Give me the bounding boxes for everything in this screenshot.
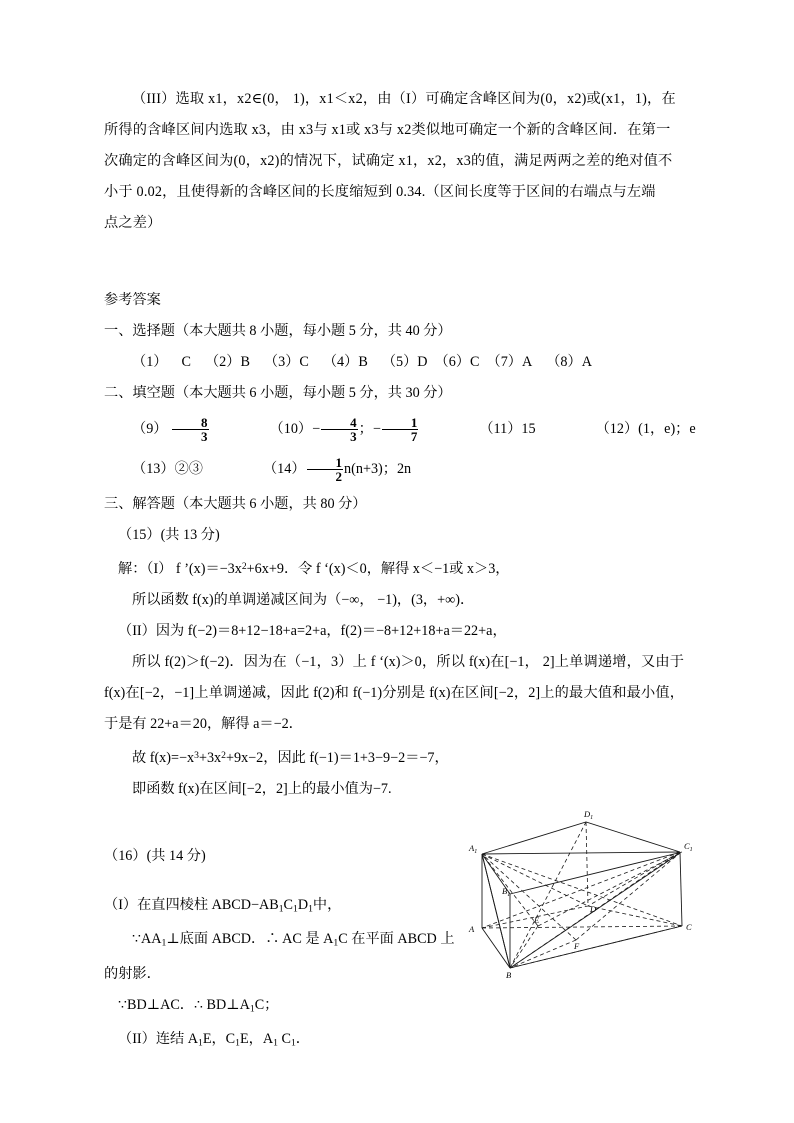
fb-item-14-num: （14） [262,461,306,477]
p16-l5-sub-4: 1 [290,1037,296,1049]
p16-l4-a: ∵BD⊥AC．∴ BD⊥A [118,996,250,1013]
question-iii-line-5: 点之差） [104,215,162,231]
mc-item-7-answer: A [521,354,533,370]
mc-item-4-answer: B [358,354,368,370]
p15-l5-part-a: 故 f(x)=−x [132,750,195,767]
problem-16-text-block [104,841,464,1059]
fb-item-11-answer: 15 [521,421,536,437]
p15-l5-exponent-1: 3 [194,750,199,762]
mc-item-8-answer: A [581,354,592,370]
p16-l5-d: C [277,1031,291,1048]
vertex-label-D: D [590,904,597,914]
question-iii-line-2: 所得的含峰区间内选取 x3，由 x3与 x1或 x3与 x2类似地可确定一个新的含峰区间．在第一 [104,122,671,138]
p16-l5-b: E，C [202,1031,236,1048]
vertex-label-A: A [469,924,475,934]
mc-item-1-num: （1） [132,354,168,370]
p16-l5-a: （II）连结 A [118,1031,198,1048]
vertex-label-B1: $B_1$ [502,886,511,898]
p16-l2-sub-2: 1 [333,937,339,949]
problem-15-line-3: （II）因为 f(−2)＝8+12−18+a=2+a，f(2)＝−8+12+18+a＝22+a， [118,623,507,640]
mc-item-3-num: （3） [263,354,300,370]
fraction-1-7: $\frac{1}{7}$ [382,416,419,444]
main-text-column [104,84,696,805]
problem-16-line-2 [104,924,464,958]
p16-l1-c: D [297,897,309,913]
section-1-title: 一、选择题（本大题共 8 小题，每小题 5 分，共 40 分） [104,323,452,339]
fb-item-10-minus-1: − [312,421,321,437]
vertex-label-C: C [686,922,692,932]
p16-l5-e: ． [295,1031,310,1048]
mc-item-3-answer: C [299,354,309,370]
fraction-8-3: $\frac{8}{3}$ [172,416,209,444]
p15-l1-part-b: +6x+9．令 f ‘(x)＜0，解得 x＜−1或 x＞3， [246,561,510,578]
p16-l2-a: ∵AA [132,931,162,948]
problem-16-line-4 [104,990,464,1024]
problem-16-line-5 [104,1024,464,1058]
fb-item-10-separator: ； [358,421,373,437]
problem-15-line-2: 所以函数 f(x)的单调递减区间为（−∞， −1)，(3，+∞)． [132,592,475,609]
vertex-label-C1: $C_1$ [684,841,693,853]
mc-item-7-num: （7） [486,354,522,370]
fb-item-13-num: （13） [132,461,175,477]
fraction-4-3: $\frac{4}{3}$ [321,416,358,444]
fb-item-11-num: （11） [479,421,522,437]
problem-15-header: （15）(共 13 分) [118,527,220,543]
problem-15-line-5 [104,740,684,774]
section-3-title: 三、解答题（本大题共 6 小题，共 80 分） [104,496,367,512]
p16-l5-sub-1: 1 [198,1037,203,1049]
p16-l1-sub-1: 1 [278,903,284,915]
fb-item-13-answer: ②③ [174,461,203,477]
multiple-choice-answers [104,347,684,378]
p16-l1-sub-2: 1 [293,903,298,915]
mc-item-6-num: （6） [434,354,471,370]
problem-15-line-6: 即函数 f(x)在区间[−2，2]上的最小值为−7. [132,781,392,798]
spacer-before-answer-key [104,239,684,285]
mc-item-5-num: （5） [381,354,418,370]
prism-diagram [466,806,698,978]
question-iii-line-1: （III）选取 x1，x2∈(0， 1)，x1＜x2，由（I）可确定含峰区间为(0，x2)或(x1，1)，在 [132,91,676,107]
fill-blank-row-2 [104,449,684,489]
fraction-1-2: $\frac{1}{2}$ [307,456,344,484]
fb-item-9-num: （9） [132,421,168,437]
question-iii-line-4-row [104,177,684,208]
p16-l1-sub-3: 1 [308,903,313,915]
answer-key-heading: 参考答案 [104,292,161,308]
section-2-title: 二、填空题（本大题共 6 小题，每小题 5 分，共 30 分） [104,385,452,401]
fill-blank-row-1 [104,409,696,449]
question-iii-line-4: 小于 0.02，且使得新的含峰区间的长度缩短到 0.34.（区间长度等于区间的右端点与左端 [104,184,656,200]
mc-item-5-answer: D [417,354,428,370]
vertex-label-F: F [574,941,580,951]
fb-item-14-rest: n(n+3)；2n [344,461,412,477]
question-iii-line-3: 次确定的含峰区间为(0，x2)的情况下，试确定 x1，x2，x3的值，满足两两之差的绝对值不 [104,153,673,169]
p16-l2-b: ⊥底面 ABCD．∴ AC 是 A [166,931,334,948]
p16-l1-b: C [283,897,294,913]
question-iii-line-5-row [104,208,684,239]
p15-l1-exponent: 2 [241,561,247,572]
p15-l5-part-c: +9x−2，因此 f(−1)＝1+3−9−2＝−7， [225,750,449,767]
p16-l5-sub-2: 1 [235,1037,240,1049]
problem-15-line-4: 所以 f(2)＞f(−2)．因为在（−1，3）上 f ‘(x)＞0，所以 f(x)在[−1， 2]上单调递增，又由于 f(x)在[−2，−1]上单调递减，因此 f(2)和 f(−1)分别是 f(x)在区间[−2，2]上的最大值和最小值，于是有 22+a＝20，解得 a＝−2． [104,654,684,733]
vertex-label-D1: $D_1$ [584,809,594,821]
p16-l4-b: C； [254,996,279,1013]
p16-l4-sub-1: 1 [249,1003,255,1015]
problem-16-line-3: 的射影． [104,965,161,982]
fb-item-12-answer: (1，e)；e [638,421,696,437]
vertex-label-E: E [534,915,540,925]
mc-item-6-answer: C [470,354,480,370]
question-iii-line-3-row [104,146,684,177]
fb-item-10-num: （10） [269,421,313,437]
mc-item-4-num: （4） [322,354,359,370]
question-iii-line-2-row [104,115,684,146]
vertex-label-B: B [506,970,512,978]
problem-15-line-1 [104,551,684,585]
p16-l5-c: E，A [239,1031,274,1048]
p16-l2-c: C 在平面 ABCD 上 [338,931,455,948]
p15-l1-part-a: 解：（I） f ’(x)＝−3x [118,561,242,578]
p15-l5-part-b: +3x [198,750,222,767]
vertex-label-A1: $A_1$ [469,843,478,855]
p16-l1-a: （I）在直四棱柱 ABCD−AB [104,897,279,913]
problem-16-line-1 [104,890,464,924]
question-iii-paragraph [104,84,684,115]
mc-item-2-num: （2） [204,354,241,370]
mc-item-2-answer: B [240,354,250,370]
spacer-16 [104,872,464,890]
p16-l5-sub-3: 1 [273,1037,278,1049]
p16-l1-d: 中， [312,897,342,913]
p15-l5-exponent-2: 2 [221,750,226,762]
problem-16-header: （16）(共 14 分) [104,848,206,864]
fb-item-12-num: （12） [595,421,639,437]
mc-item-1-answer: C [181,354,191,370]
mc-item-8-num: （8） [546,354,582,370]
p16-l2-sub-1: 1 [161,937,167,949]
fb-item-10-minus-2: − [372,421,381,437]
